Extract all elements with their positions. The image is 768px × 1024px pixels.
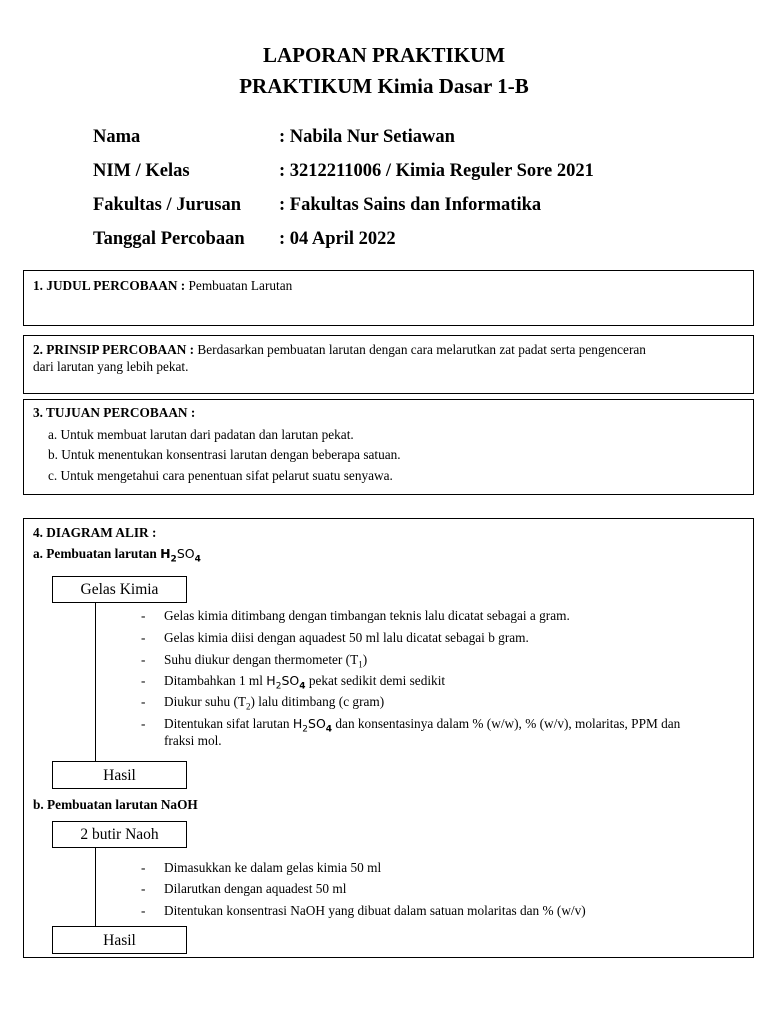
identity-label: NIM / Kelas: [93, 161, 190, 181]
identity-label: Nama: [93, 127, 141, 147]
report-subtitle: PRAKTIKUM Kimia Dasar 1-B: [239, 74, 529, 98]
flow-start-node-gelas-kimia: Gelas Kimia: [52, 576, 187, 603]
identity-label: Tanggal Percobaan: [93, 229, 245, 249]
section-judul: [23, 270, 754, 326]
diagram-a-heading-text: a. Pembuatan larutan: [33, 546, 157, 561]
section-diagram-alir: 4. DIAGRAM ALIR : a. Pembuatan larutan $H_2SO_4$ Gelas Kimia - Gelas kimia ditimbang dengan timbangan teknis lalu dicatat sebagai a gram. - Gelas kimia diisi dengan aquadest 50 ml lalu dicatat sebagai b gram. - Suhu diukur dengan thermometer $(T_1)$ - Ditambahkan 1 ml $H_2SO_4$ pekat sedikit demi sedikit - Diukur suhu $(T_2)$ lalu ditimbang (c gram) - Ditentukan sifat larutan $H_2SO_4$ dan konsentasinya dalam % (w/w), % (w/v), molaritas, PPM dan fraksi mol. Hasil b. Pembuatan larutan NaOH 2 butir Naoh - Dimasukkan ke dalam gelas kimia 50 ml - Dilarutkan dengan aquadest 50 ml - Ditentukan konsentrasi NaOH yang dibuat dalam satuan molaritas dan % (w/v) Hasil: [23, 518, 754, 958]
identity-value: : Fakultas Sains dan Informatika: [279, 195, 542, 215]
identity-value: : 04 April 2022: [279, 229, 396, 249]
judul-value: Pembuatan Larutan: [188, 278, 293, 293]
tujuan-item: a. Untuk membuat larutan dari padatan dan larutan pekat.: [48, 427, 354, 442]
tujuan-item: c. Untuk mengetahui cara penentuan sifat pelarut suatu senyawa.: [48, 468, 393, 483]
flow-connector-line: [95, 847, 96, 927]
diagram-a-heading: [33, 546, 201, 565]
tujuan-label: 3. TUJUAN PERCOBAAN :: [33, 405, 196, 420]
prinsip-text-line1: Berdasarkan pembuatan larutan dengan cara melarutkan zat padat serta pengenceran: [197, 342, 646, 357]
prinsip-label: 2. PRINSIP PERCOBAAN :: [33, 342, 195, 357]
section-prinsip: [23, 335, 754, 394]
tujuan-item: b. Untuk menentukan konsentrasi larutan dengan beberapa satuan.: [48, 447, 401, 462]
judul-label: 1. JUDUL PERCOBAAN :: [33, 278, 186, 293]
diagram-label: 4. DIAGRAM ALIR :: [33, 525, 157, 540]
identity-value: : Nabila Nur Setiawan: [279, 127, 455, 147]
diagram-b-heading: b. Pembuatan larutan NaOH: [33, 797, 198, 812]
identity-label: Fakultas / Jurusan: [93, 195, 242, 215]
flow-start-node-naoh: 2 butir Naoh: [52, 821, 187, 848]
flow-end-node-hasil: Hasil: [52, 926, 187, 954]
h2so4-formula: $H_2SO_4$: [266, 673, 306, 692]
prinsip-text-line2: dari larutan yang lebih pekat.: [33, 359, 189, 374]
flow-connector-line: [95, 603, 96, 762]
h2so4-formula: $H_2SO_4$: [292, 716, 333, 735]
flow-end-node-hasil: Hasil: [52, 761, 187, 789]
report-title: LAPORAN PRAKTIKUM: [262, 43, 506, 67]
section-tujuan: [23, 399, 754, 495]
identity-value: : 3212211006 / Kimia Reguler Sore 2021: [279, 161, 594, 181]
h2so4-formula: $H_2SO_4$: [160, 546, 201, 565]
